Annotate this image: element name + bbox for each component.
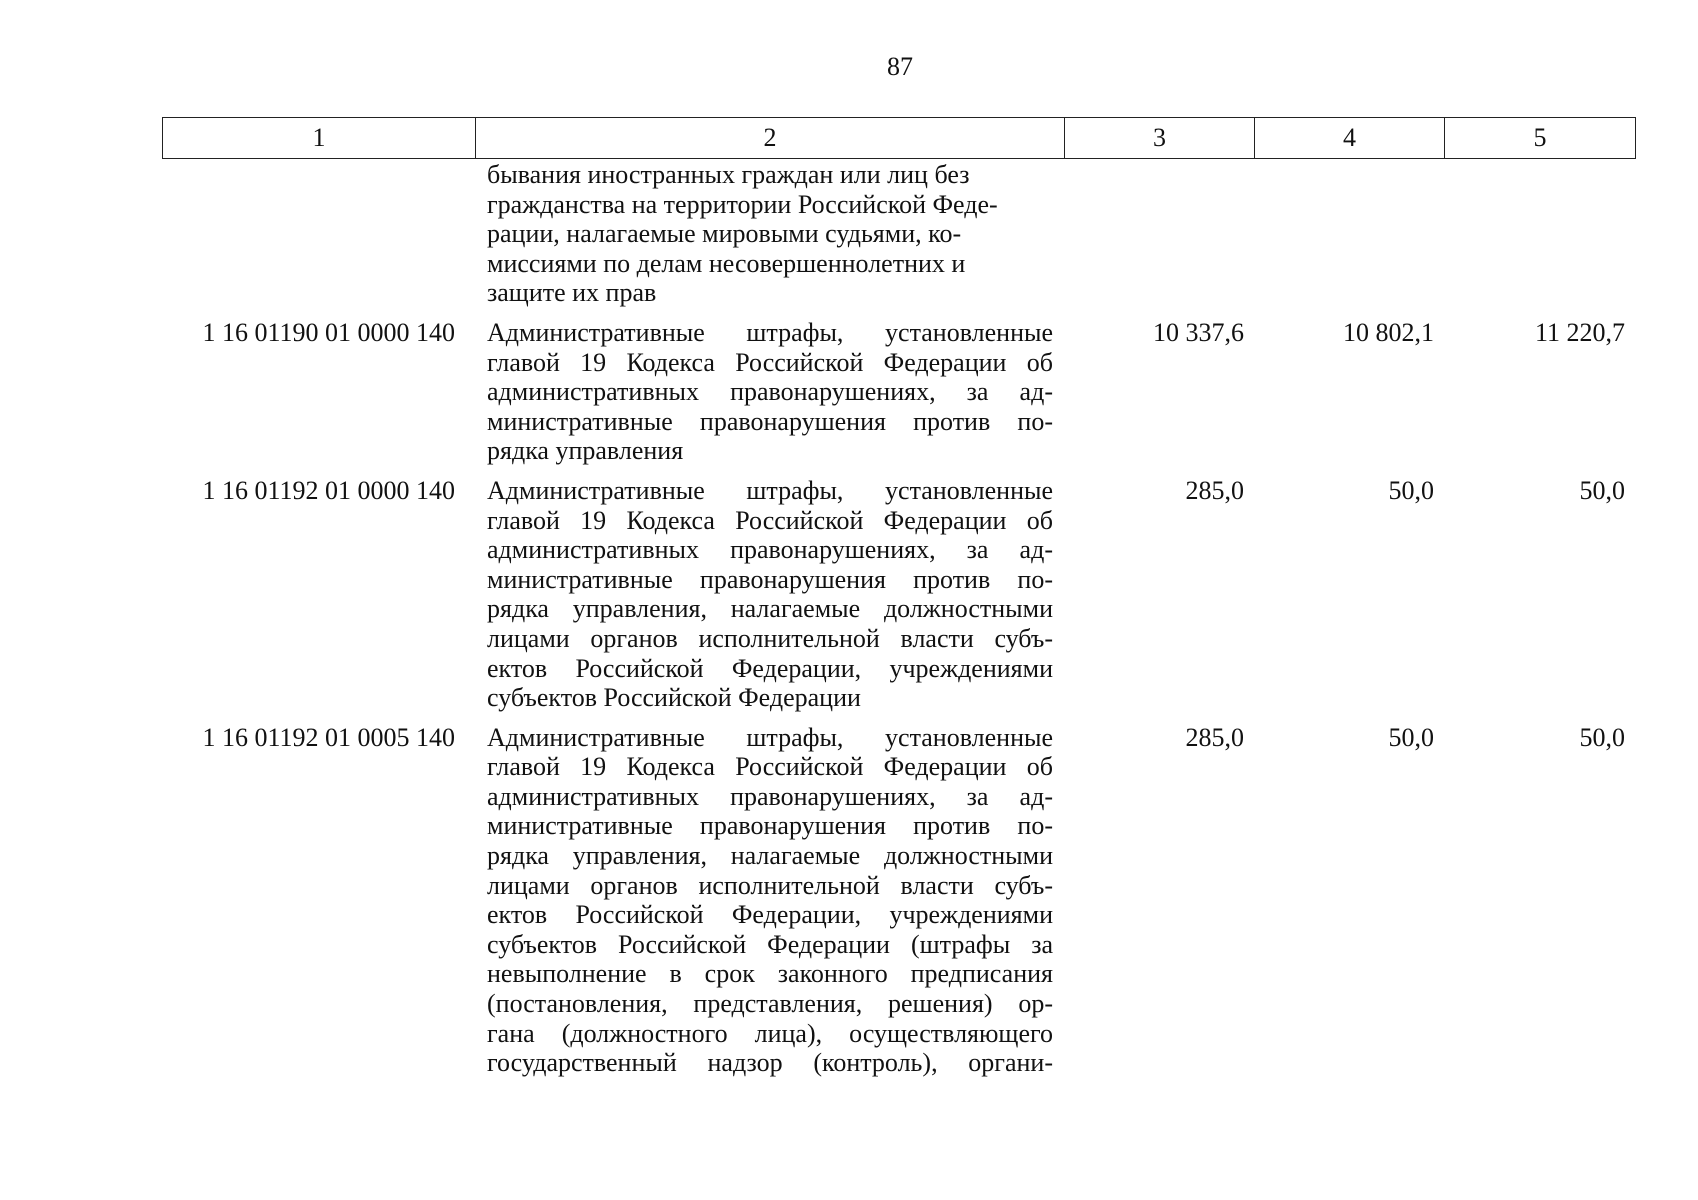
header-cell-5: 5 <box>1445 118 1636 159</box>
description-line: бывания иностранных граждан или лиц без <box>487 160 970 189</box>
description-line: министративные правонарушения против по- <box>487 564 1053 594</box>
row-value-4: 10 802,1 <box>1343 317 1434 347</box>
description-line: административных правонарушениях, за ад- <box>487 377 1053 407</box>
description-line: главой 19 Кодекса Российской Федерации об <box>487 347 1053 377</box>
header-row <box>163 118 1636 159</box>
row-value-3: 285,0 <box>1185 475 1244 505</box>
description-line: рядка управления, налагаемые должностными <box>487 594 1053 624</box>
header-cell-1: 1 <box>163 118 476 159</box>
header-cell-4: 4 <box>1255 118 1445 159</box>
row-value-3 <box>1064 160 1254 318</box>
table-header <box>162 117 1636 159</box>
description-line: государственный надзор (контроль), органи- <box>487 1048 1053 1078</box>
table-row <box>162 476 1635 723</box>
description-line: рации, налагаемые мировыми судьями, ко- <box>487 219 962 249</box>
row-value-4: 50,0 <box>1388 722 1434 752</box>
row-value-5: 50,0 <box>1579 722 1625 752</box>
description-line: ектов Российской Федерации, учреждениями <box>487 900 1053 930</box>
description-line: Административные штрафы, установленные <box>487 317 1053 347</box>
description-line: Административные штрафы, установленные <box>487 722 1053 752</box>
row-value-5: 11 220,7 <box>1534 317 1625 347</box>
row-value-4 <box>1254 160 1444 318</box>
row-description <box>475 160 1064 318</box>
row-description <box>475 723 1064 1078</box>
description-line: административных правонарушениях, за ад- <box>487 781 1053 811</box>
description-line: гана (должностного лица), осуществляющего <box>487 1018 1053 1048</box>
description-line: лицами органов исполнительной власти субъ- <box>487 870 1053 900</box>
row-description <box>475 318 1064 476</box>
description-line: (постановления, представления, решения) ор- <box>487 989 1053 1019</box>
description-line: миссиями по делам несовершеннолетних и <box>487 248 966 278</box>
table-body <box>162 160 1635 1078</box>
description-line: лицами органов исполнительной власти субъ- <box>487 623 1053 653</box>
description-line: субъектов Российской Федерации <box>487 683 861 713</box>
row-value-5: 50,0 <box>1579 475 1625 505</box>
table-row <box>162 160 1635 318</box>
row-code: 1 16 01190 01 0000 140 <box>202 317 455 347</box>
description-line: главой 19 Кодекса Российской Федерации об <box>487 505 1053 535</box>
description-line: рядка управления <box>487 436 684 466</box>
row-code: 1 16 01192 01 0000 140 <box>202 475 455 505</box>
row-code: 1 16 01192 01 0005 140 <box>202 722 455 752</box>
description-line: министративные правонарушения против по- <box>487 406 1053 436</box>
description-line: рядка управления, налагаемые должностными <box>487 841 1053 871</box>
row-value-3: 285,0 <box>1185 722 1244 752</box>
table-row <box>162 723 1635 1078</box>
table-row <box>162 318 1635 476</box>
description-line: невыполнение в срок законного предписания <box>487 959 1053 989</box>
description-line: субъектов Российской Федерации (штрафы за <box>487 929 1053 959</box>
description-line: гражданства на территории Российской Феде- <box>487 189 998 219</box>
page-number: 87 <box>887 52 913 81</box>
header-cell-3: 3 <box>1065 118 1255 159</box>
description-line: защите их прав <box>487 278 657 308</box>
description-line: ектов Российской Федерации, учреждениями <box>487 653 1053 683</box>
description-line: министративные правонарушения против по- <box>487 811 1053 841</box>
row-description <box>475 476 1064 723</box>
row-code <box>162 160 475 318</box>
row-value-3: 10 337,6 <box>1153 317 1244 347</box>
description-line: административных правонарушениях, за ад- <box>487 535 1053 565</box>
description-line: Административные штрафы, установленные <box>487 475 1053 505</box>
row-value-5 <box>1444 160 1635 318</box>
row-value-4: 50,0 <box>1388 475 1434 505</box>
header-cell-2: 2 <box>476 118 1065 159</box>
description-line: главой 19 Кодекса Российской Федерации об <box>487 752 1053 782</box>
